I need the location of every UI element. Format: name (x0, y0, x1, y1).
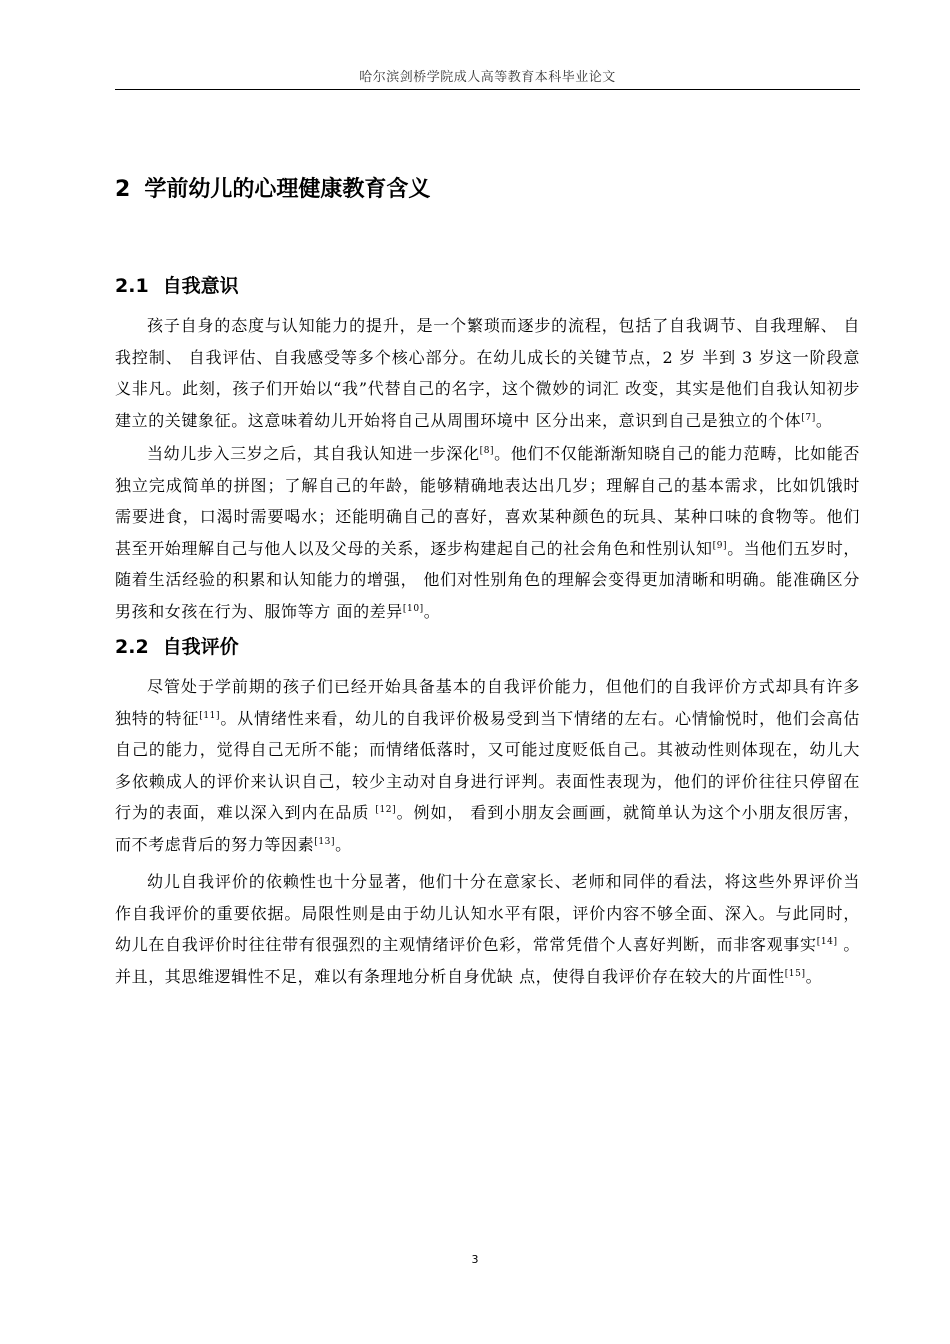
section-title: 自我意识 (162, 275, 239, 297)
citation: [11] (199, 710, 221, 721)
citation: [8] (479, 446, 495, 456)
chapter-title: 学前幼儿的心理健康教育含义 (144, 177, 431, 202)
citation: [15] (784, 968, 806, 979)
document-body (115, 170, 860, 994)
citation: [7] (801, 412, 816, 423)
page-header: 哈尔滨剑桥学院成人高等教育本科毕业论文 (359, 70, 616, 85)
chapter-heading (115, 170, 860, 210)
section-title: 自我评价 (162, 636, 239, 658)
paragraph: 幼儿自我评价的依赖性也十分显著，他们十分在意家长、老师和同伴的看法，将这些外界评价当作自我评价的重要依据。局限性则是由于幼儿认知水平有限，评价内容不够全面、深入。与此同时，幼儿在自我评价时往往带有很强烈的主观情绪评价色彩，常常凭借个人喜好判断，而非客观事实[14] 。并且，其思维逻辑性不足，难以有条理地分析自身优缺 点，使得自我评价存在较大的片面性[15]。 (115, 872, 860, 986)
citation: [12] (375, 805, 397, 815)
citation: [14] (816, 937, 838, 947)
section-number: 2.2 (115, 636, 149, 658)
page-number: 3 (471, 1253, 479, 1266)
paragraph: 孩子自身的态度与认知能力的提升，是一个繁琐而逐步的流程，包括了自我调节、自我理解、 自我控制、 自我评估、自我感受等多个核心部分。在幼儿成长的关键节点，2 岁 半到 3 岁这一阶段意义非凡。此刻，孩子们开始以“我”代替自己的名字，这个微妙的词汇 改变，其实是他们自我认知初步建立的关键象征。这意味着幼儿开始将自己从周围环境中 区分出来，意识到自己是独立的个体[7]。 (115, 316, 860, 430)
paragraph: 当幼儿步入三岁之后，其自我认知进一步深化[8]。他们不仅能渐渐知晓自己的能力范畴，比如能否独立完成简单的拼图；了解自己的年龄，能够精确地表达出几岁；理解自己的基本需求，比如饥饿时需要进食，口渴时需要喝水；还能明确自己的喜好，喜欢某种颜色的玩具、某种口味的食物等。他们甚至开始理解自己与他人以及父母的关系，逐步构建起自己的社会角色和性别认知[9]。当他们五岁时，随着生活经验的积累和认知能力的增强， 他们对性别角色的理解会变得更加清晰和明确。能准确区分男孩和女孩在行为、服饰等方 面的差异[10]。 (115, 444, 860, 621)
citation: [13] (314, 836, 336, 847)
paragraph: 尽管处于学前期的孩子们已经开始具备基本的自我评价能力，但他们的自我评价方式却具有许多独特的特征[11]。从情绪性来看，幼儿的自我评价极易受到当下情绪的左右。心情愉悦时，他们会高估自己的能力，觉得自己无所不能；而情绪低落时，又可能过度贬低自己。其被动性则体现在，幼儿大多依赖成人的评价来认识自己，较少主动对自身进行评判。表面性表现为，他们的评价往往只停留在行为的表面，难以深入到内在品质 [12]。例如， 看到小朋友会画画，就简单认为这个小朋友很厉害，而不考虑背后的努力等因素[13]。 (115, 677, 860, 854)
citation: [9] (712, 540, 728, 551)
citation: [10] (402, 603, 424, 614)
chapter-number: 2 (115, 177, 131, 202)
section-heading-2-1 (115, 268, 860, 304)
section-heading-2-2 (115, 629, 860, 665)
header-divider (115, 89, 860, 90)
section-number: 2.1 (115, 275, 149, 297)
